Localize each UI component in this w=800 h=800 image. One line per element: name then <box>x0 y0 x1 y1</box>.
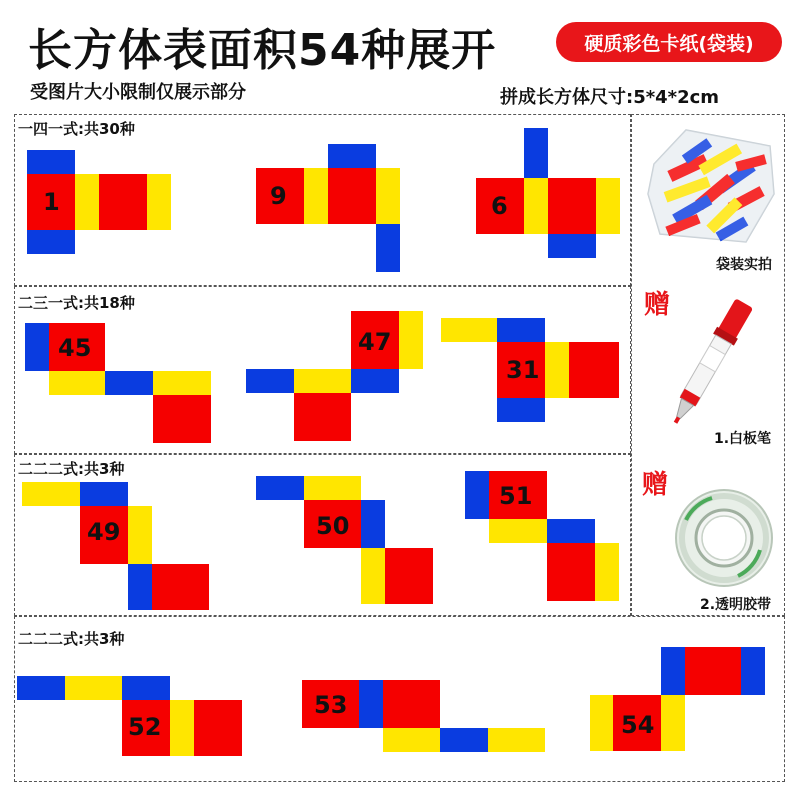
face-yellow <box>524 178 548 234</box>
face-red <box>548 178 596 234</box>
face-blue <box>361 500 385 548</box>
gift-mark-2: 赠 <box>642 470 669 500</box>
face-blue <box>80 482 128 506</box>
face-blue <box>25 323 49 371</box>
face-yellow <box>22 482 80 506</box>
face-yellow <box>65 676 122 700</box>
marker-icon <box>640 288 780 438</box>
net-number: 52 <box>128 713 162 741</box>
face-yellow <box>304 168 328 224</box>
face-red <box>152 564 209 610</box>
face-yellow <box>590 695 613 751</box>
face-blue <box>440 728 488 752</box>
section-label-4: 二二二式:共3种 <box>18 630 125 648</box>
face-blue <box>497 318 545 342</box>
face-yellow <box>383 728 440 752</box>
section-label-2: 二三一式:共18种 <box>18 294 135 312</box>
face-yellow <box>49 371 105 395</box>
face-yellow <box>75 174 99 230</box>
section-label-3: 二二二式:共3种 <box>18 460 125 478</box>
tape-icon <box>672 486 776 590</box>
face-yellow <box>294 369 351 393</box>
face-blue <box>465 471 489 519</box>
net-number: 9 <box>270 182 287 210</box>
face-yellow <box>399 311 423 369</box>
face-blue <box>351 369 399 393</box>
face-blue <box>548 234 596 258</box>
face-blue <box>741 647 765 695</box>
face-yellow <box>595 543 619 601</box>
face-blue <box>122 676 170 700</box>
net-number: 49 <box>87 518 121 546</box>
face-yellow <box>147 174 171 230</box>
face-red <box>569 342 619 398</box>
face-red <box>383 680 440 728</box>
face-red <box>385 548 433 604</box>
face-red <box>547 543 595 601</box>
face-red <box>294 393 351 441</box>
face-red <box>153 395 211 443</box>
page-title: 长方体表面积54种展开 <box>28 25 497 76</box>
material-badge: 硬质彩色卡纸(袋装) <box>556 22 782 62</box>
net-number: 53 <box>314 691 348 719</box>
net-number: 45 <box>58 334 92 362</box>
net-number: 47 <box>358 328 392 356</box>
card-bag-photo <box>646 124 778 248</box>
size-note: 拼成长方体尺寸:5*4*2cm <box>500 87 720 108</box>
face-blue <box>246 369 294 393</box>
display-note: 受图片大小限制仅展示部分 <box>30 82 246 103</box>
face-yellow <box>441 318 497 342</box>
face-blue <box>497 398 545 422</box>
face-red <box>328 168 376 224</box>
face-yellow <box>128 506 152 564</box>
face-blue <box>105 371 153 395</box>
face-yellow <box>489 519 547 543</box>
net-number: 51 <box>499 482 533 510</box>
face-yellow <box>488 728 545 752</box>
gift-mark-1: 赠 <box>644 290 671 320</box>
face-yellow <box>596 178 620 234</box>
section-label-1: 一四一式:共30种 <box>18 120 135 138</box>
face-blue <box>359 680 383 728</box>
face-yellow <box>361 548 385 604</box>
face-yellow <box>304 476 361 500</box>
gift-caption-1: 1.白板笔 <box>714 431 772 447</box>
net-number: 54 <box>621 711 655 739</box>
face-red <box>685 647 741 695</box>
face-blue <box>661 647 685 695</box>
face-yellow <box>661 695 685 751</box>
face-blue <box>17 676 65 700</box>
bag-caption: 袋装实拍 <box>716 257 772 273</box>
net-number: 1 <box>43 188 60 216</box>
face-blue <box>128 564 152 610</box>
face-yellow <box>170 700 194 756</box>
gift-caption-2: 2.透明胶带 <box>700 597 772 613</box>
face-yellow <box>153 371 211 395</box>
face-blue <box>27 150 75 174</box>
net-number: 6 <box>491 192 508 220</box>
face-blue <box>547 519 595 543</box>
face-yellow <box>376 168 400 224</box>
face-yellow <box>545 342 569 398</box>
face-red <box>99 174 147 230</box>
face-blue <box>328 144 376 168</box>
face-blue <box>376 224 400 272</box>
face-red <box>194 700 242 756</box>
net-number: 50 <box>316 512 350 540</box>
face-blue <box>27 230 75 254</box>
face-blue <box>256 476 304 500</box>
face-blue <box>524 128 548 178</box>
net-number: 31 <box>506 356 540 384</box>
